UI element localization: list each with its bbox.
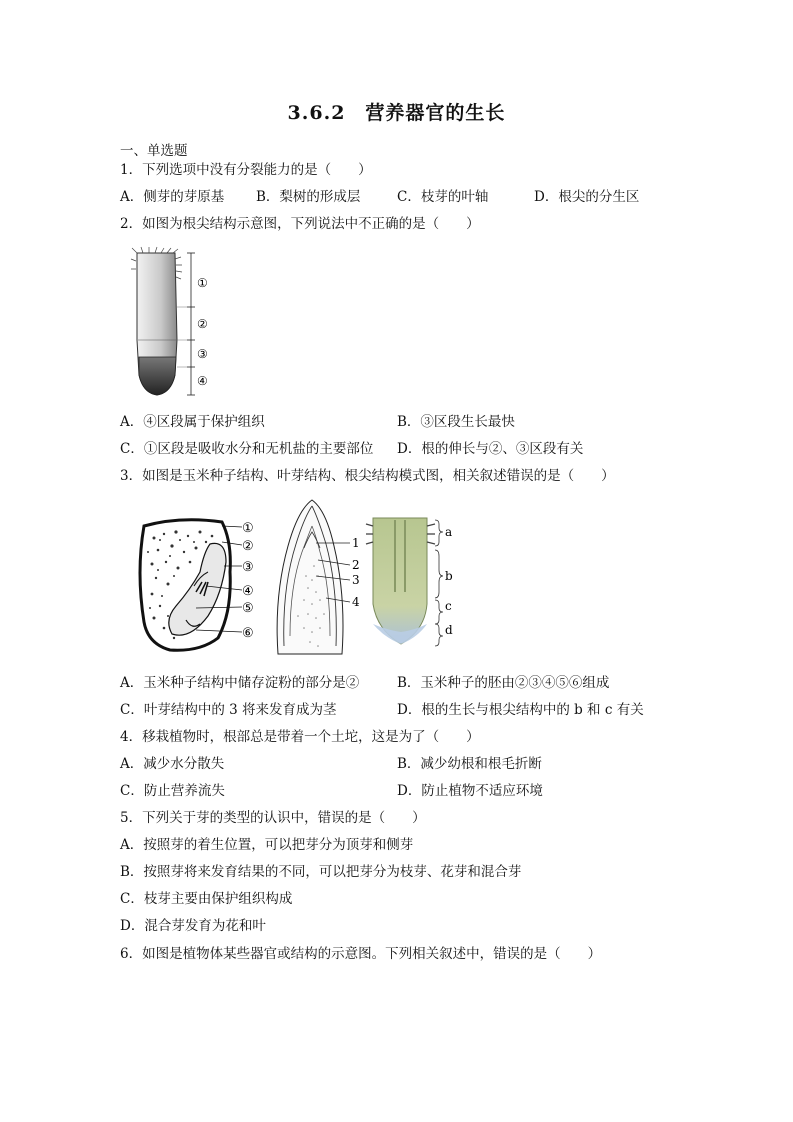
q2-option-b: B．③区段生长最快: [397, 414, 515, 430]
seed-label-3: ③: [242, 560, 254, 575]
bud-label-3: 3: [352, 573, 360, 587]
q2-option-c: C．①区段是吸收水分和无机盐的主要部位: [120, 441, 374, 457]
question-5-stem: 5．下列关于芽的类型的认识中，错误的是（ ）: [120, 810, 426, 826]
q3-option-a: A．玉米种子结构中储存淀粉的部分是②: [120, 675, 360, 691]
q1-option-d: D．根尖的分生区: [534, 189, 640, 205]
seed-label-1: ①: [242, 521, 254, 536]
question-6-stem: 6．如图是植物体某些器官或结构的示意图。下列相关叙述中，错误的是（ ）: [120, 946, 602, 962]
q3-option-b: B．玉米种子的胚由②③④⑤⑥组成: [397, 675, 610, 691]
q5-option-c: C．枝芽主要由保护组织构成: [120, 891, 293, 907]
section-heading: 一、单选题: [120, 143, 188, 159]
root-label-4: ④: [197, 374, 208, 388]
bud-label-4: 4: [352, 595, 360, 609]
seed-label-5: ⑤: [242, 601, 254, 616]
question-4-stem: 4．移栽植物时，根部总是带着一个土坨，这是为了（ ）: [120, 729, 480, 745]
question-2-stem: 2．如图为根尖结构示意图，下列说法中不正确的是（ ）: [120, 216, 480, 232]
root-label-3: ③: [197, 347, 208, 361]
corn-seed-figure: [130, 512, 265, 657]
root-tip-figure: [125, 245, 225, 397]
root-label-2: ②: [197, 317, 208, 331]
q1-option-c: C．枝芽的叶轴: [397, 189, 489, 205]
q3-option-c: C．叶芽结构中的 3 将来发育成为茎: [120, 702, 337, 718]
root-tip-model-figure: [365, 512, 455, 647]
seed-label-6: ⑥: [242, 626, 254, 641]
q4-option-b: B．减少幼根和根毛折断: [397, 756, 542, 772]
model-label-b: b: [445, 569, 453, 583]
q2-option-a: A．④区段属于保护组织: [120, 414, 265, 430]
leaf-bud-figure: [268, 496, 363, 660]
q1-option-a: A．侧芽的芽原基: [120, 189, 225, 205]
model-label-c: c: [445, 599, 452, 613]
q5-option-a: A．按照芽的着生位置，可以把芽分为顶芽和侧芽: [120, 837, 414, 853]
seed-label-4: ④: [242, 584, 254, 599]
question-1-stem: 1．下列选项中没有分裂能力的是（ ）: [120, 162, 372, 178]
model-label-a: a: [445, 525, 453, 539]
model-label-d: d: [445, 623, 453, 637]
q4-option-a: A．减少水分散失: [120, 756, 225, 772]
seed-label-2: ②: [242, 539, 254, 554]
q5-option-d: D．混合芽发育为花和叶: [120, 918, 266, 934]
q1-option-b: B．梨树的形成层: [256, 189, 361, 205]
q4-option-c: C．防止营养流失: [120, 783, 225, 799]
q3-option-d: D．根的生长与根尖结构中的 b 和 c 有关: [397, 702, 644, 718]
root-label-1: ①: [197, 276, 208, 290]
q5-option-b: B．按照芽将来发育结果的不同，可以把芽分为枝芽、花芽和混合芽: [120, 864, 522, 880]
question-3-stem: 3．如图是玉米种子结构、叶芽结构、根尖结构模式图，相关叙述错误的是（ ）: [120, 468, 615, 484]
bud-label-2: 2: [352, 558, 360, 572]
q4-option-d: D．防止植物不适应环境: [397, 783, 543, 799]
page-title: 3.6.2 营养器官的生长: [287, 102, 506, 124]
bud-label-1: 1: [352, 536, 360, 550]
q2-option-d: D．根的伸长与②、③区段有关: [397, 441, 584, 457]
